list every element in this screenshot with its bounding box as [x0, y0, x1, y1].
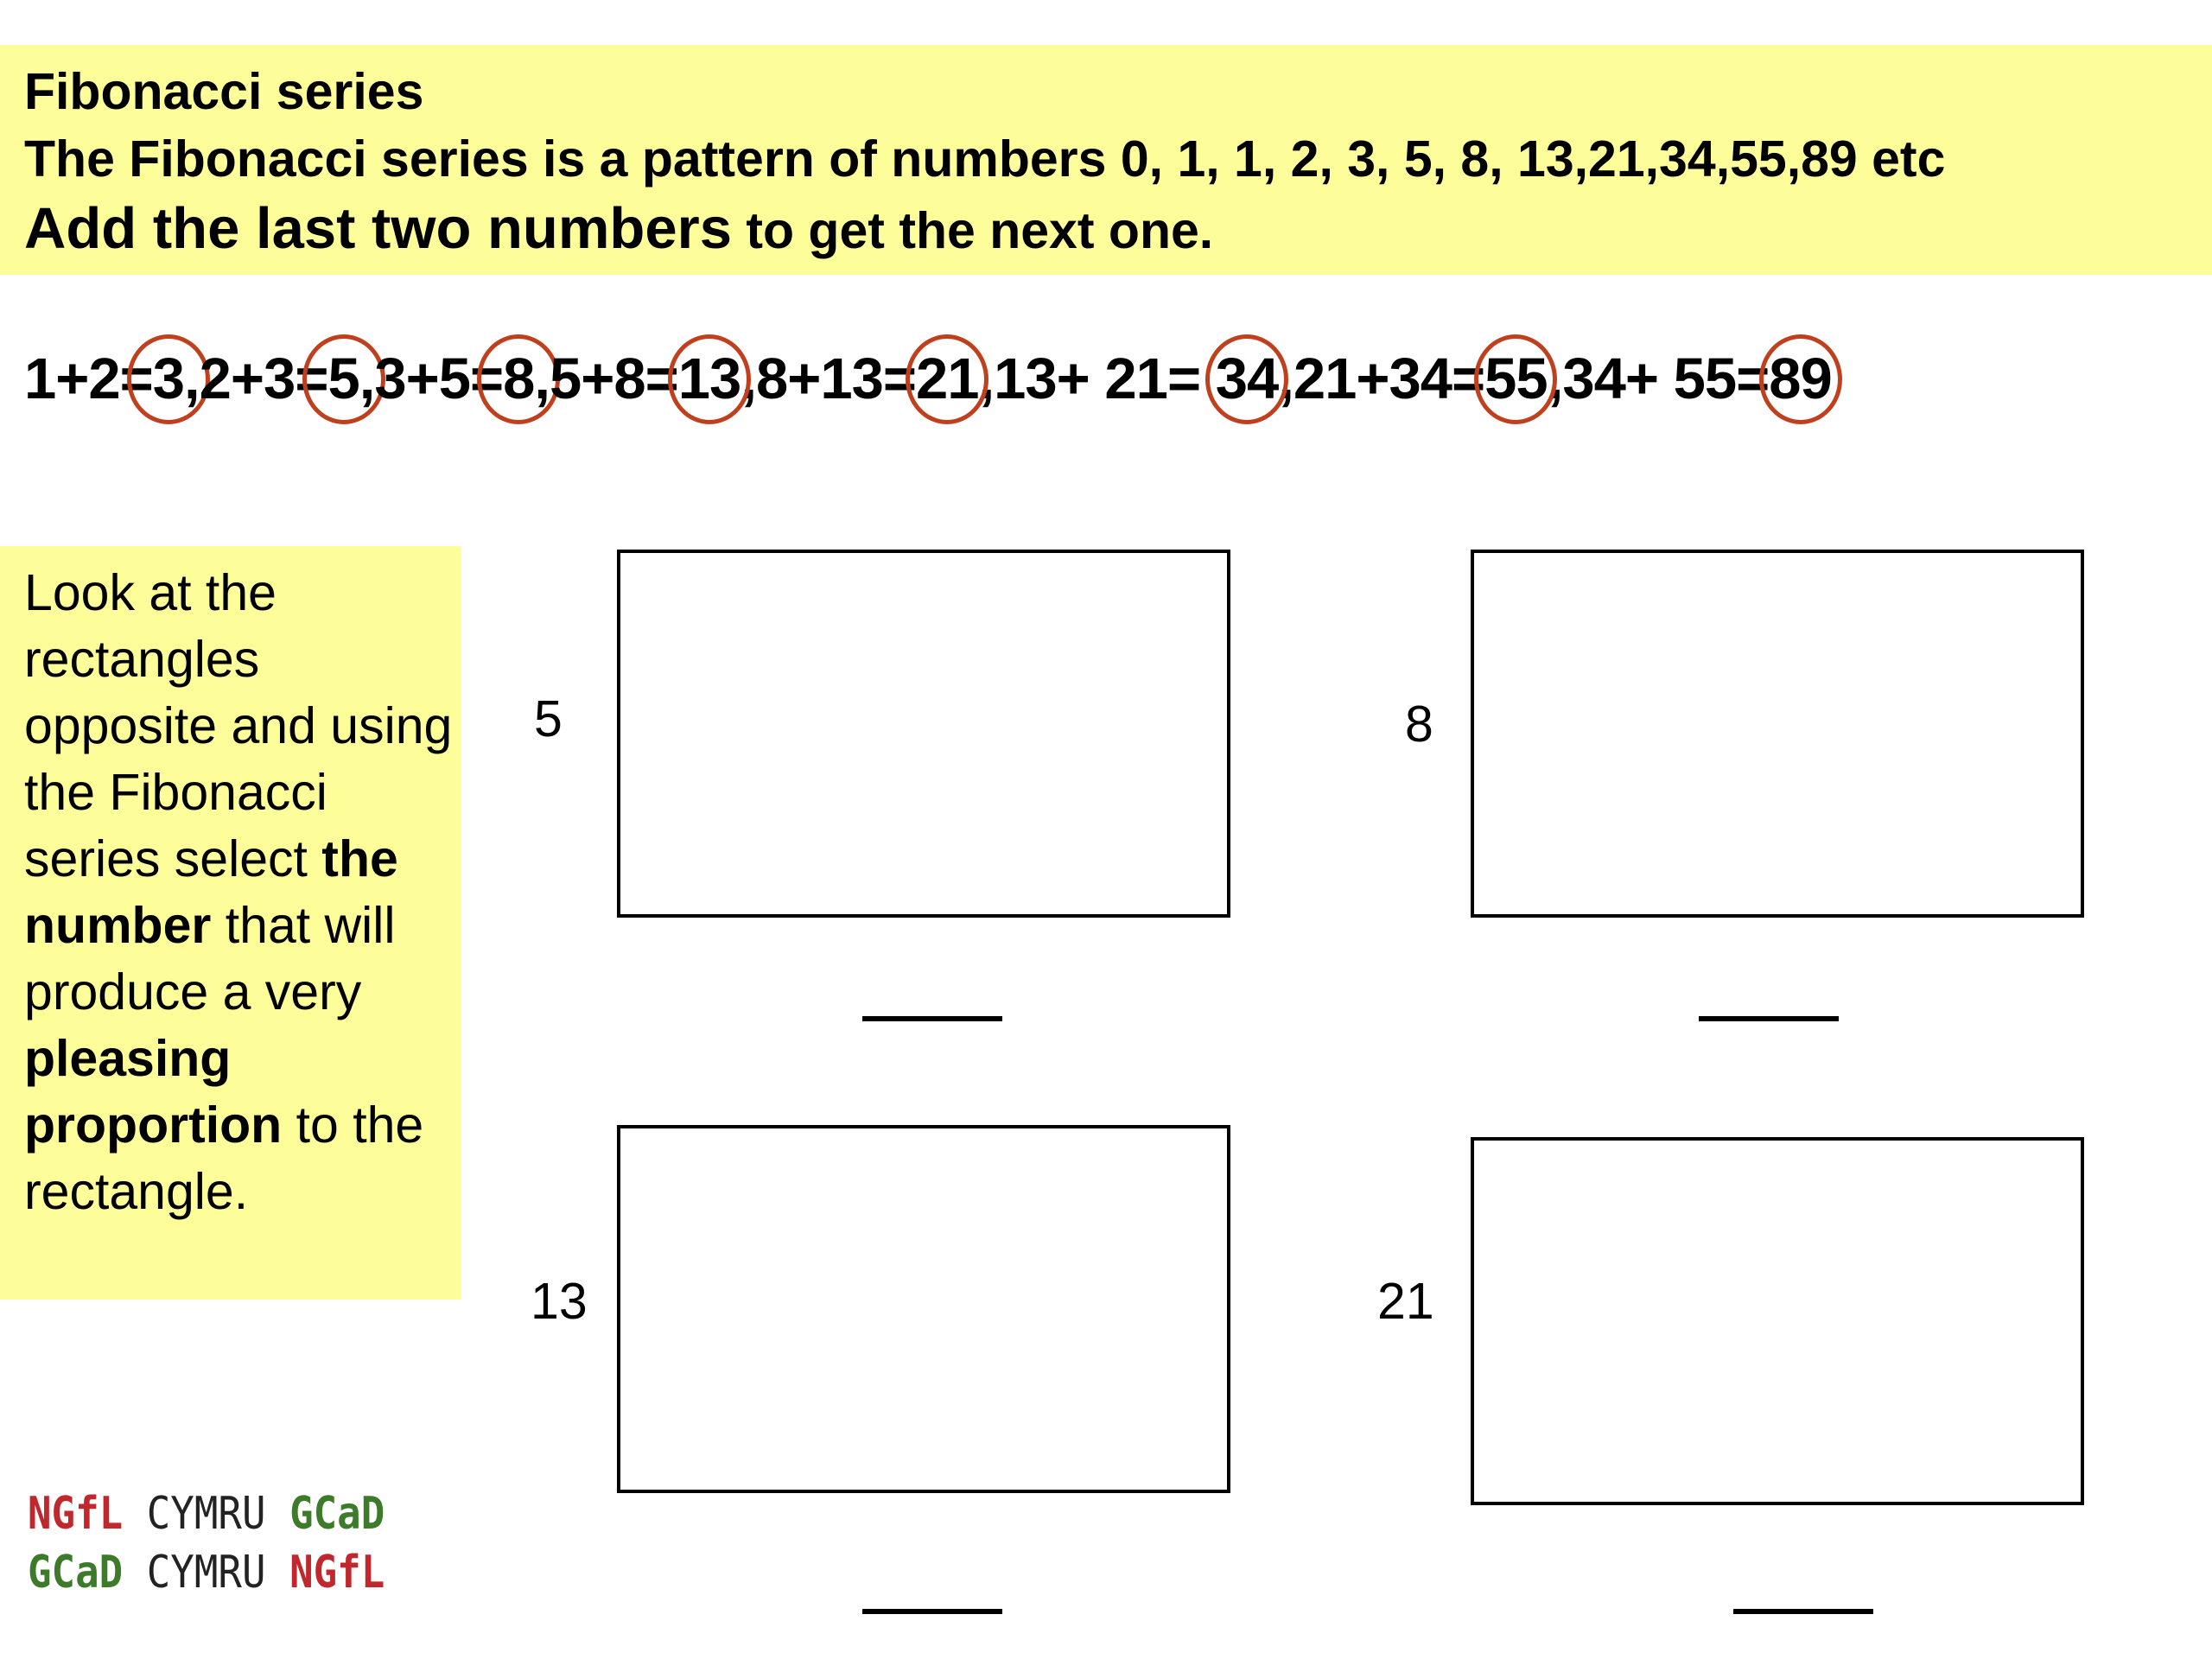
header-rule-rest: to get the next one. [731, 202, 1214, 259]
instructions-part: to the rectangle. [24, 1096, 424, 1220]
rectangle-label: 13 [531, 1273, 588, 1330]
instructions-bold: the number [24, 830, 398, 954]
logo-gcad: GCaD [289, 1488, 385, 1540]
sequence-term [200, 346, 375, 412]
rectangle-label: 21 [1377, 1273, 1434, 1330]
circled-result: 5 [327, 346, 359, 411]
sequence-expression: 3+5= [374, 346, 504, 411]
logo-ngfl: NGfL [289, 1547, 385, 1599]
sequence-separator: , [534, 346, 550, 411]
logo-ngfl: NGfL [28, 1488, 124, 1540]
rectangle-21 [1471, 1137, 2084, 1505]
answer-blank[interactable] [862, 1609, 1002, 1614]
sequence-expression: 21+34= [1293, 346, 1485, 411]
circled-result: 34 [1215, 346, 1279, 411]
sequence-separator: , [359, 346, 375, 411]
sequence-term [1294, 346, 1562, 412]
answer-blank[interactable] [862, 1016, 1002, 1021]
answer-blank[interactable] [1699, 1016, 1839, 1021]
sequence-expression: 2+3= [199, 346, 328, 411]
rectangle-label: 5 [534, 690, 563, 747]
sequence-expression: 13+ 21= [994, 346, 1216, 411]
circled-result: 3 [152, 346, 185, 411]
sequence-term [550, 346, 756, 412]
logo-cymru: CYMRU [123, 1547, 290, 1599]
rectangle-label: 8 [1405, 696, 1433, 753]
sequence-separator: , [741, 346, 756, 411]
sequence-expression: 5+8= [550, 346, 678, 411]
circled-result: 21 [916, 346, 979, 411]
header-rule-emphasis: Add the last two numbers [24, 196, 732, 261]
sequence-expression: 8+13= [755, 346, 916, 411]
rectangle-13 [617, 1125, 1230, 1493]
circled-result: 55 [1484, 346, 1548, 411]
header-rule [24, 195, 1213, 262]
logo-cymru: CYMRU [123, 1488, 290, 1540]
circled-result: 13 [677, 346, 741, 411]
instructions-part: Look at the rectangles opposite and using the Fibonacci series select [24, 564, 453, 887]
logo-gcad: GCaD [28, 1547, 124, 1599]
sequence-separator: , [978, 346, 995, 411]
header-description: The Fibonacci series is a pattern of numbers 0, 1, 1, 2, 3, 5, 8, 13,21,34,55,89 etc [24, 130, 1946, 188]
gcad-logo-line [28, 1547, 385, 1599]
sequence-separator: , [1547, 346, 1563, 411]
instructions-text [24, 560, 456, 1225]
answer-blank[interactable] [1733, 1609, 1873, 1614]
rectangle-5 [617, 550, 1230, 918]
circled-result: 89 [1769, 346, 1832, 411]
rectangle-8 [1471, 550, 2084, 918]
header-title: Fibonacci series [24, 63, 424, 120]
sequence-separator: , [1278, 346, 1294, 411]
instructions-bold: pleasing proportion [24, 1030, 283, 1154]
ngfl-logo-line [28, 1488, 385, 1540]
circled-result: 8 [503, 346, 535, 411]
sequence-separator: , [184, 346, 200, 411]
instructions-part: that will produce a very [24, 897, 396, 1020]
sequence-term [1562, 346, 1831, 412]
sequence-expression: 34+ 55= [1562, 346, 1770, 411]
sequence-expression: 1+2= [24, 346, 153, 411]
sequence-term [756, 346, 994, 412]
sequence-term [374, 346, 550, 412]
fibonacci-sum-sequence [24, 346, 1832, 412]
sequence-term [24, 346, 200, 412]
sequence-term [994, 346, 1294, 412]
